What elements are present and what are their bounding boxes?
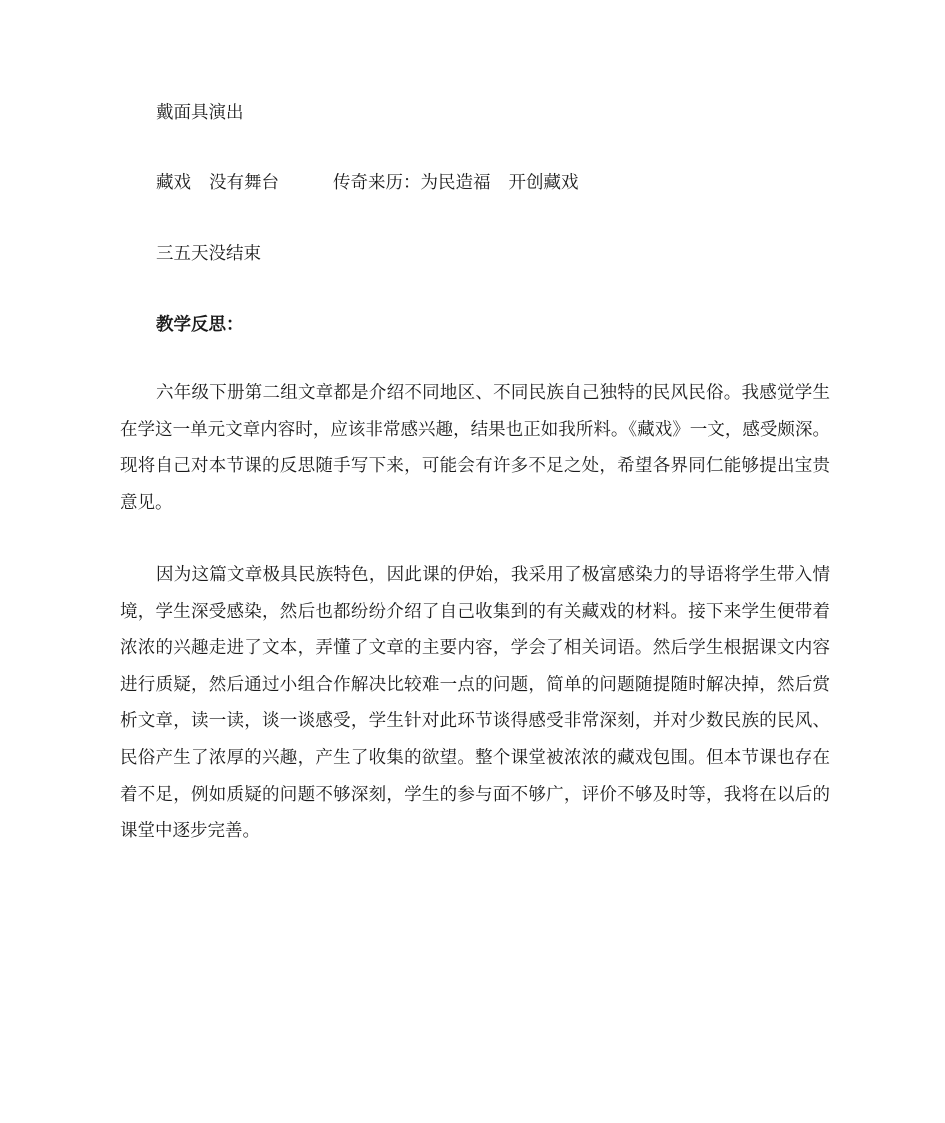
note-text: 开创藏戏 (508, 173, 579, 193)
note-text: 藏戏 (156, 173, 191, 193)
reflection-paragraph-1: 六年级下册第二组文章都是介绍不同地区、不同民族自己独特的民风民俗。我感觉学生在学这一单元文章内容时，应该非常感兴趣，结果也正如我所料。《藏戏》一文，感受颇深。现将自己对本节课的反思随手写下来，可能会有许多不足之处，希望各界同仁能够提出宝贵意见。 (120, 383, 830, 513)
note-text: 三五天没结束 (156, 244, 261, 264)
note-text: 没有舞台 (209, 173, 279, 193)
reflection-heading: 教学反思： (156, 315, 244, 335)
note-line-duration (156, 242, 261, 266)
reflection-paragraph-2: 因为这篇文章极具民族特色，因此课的伊始，我采用了极富感染力的导语将学生带入情境，学生深受感染，然后也都纷纷介绍了自己收集到的有关藏戏的材料。接下来学生便带着浓浓的兴趣走进了文本，弄懂了文章的主要内容，学会了相关词语。然后学生根据课文内容进行质疑，然后通过小组合作解决比较难一点的问题，简单的问题随提随时解决掉，然后赏析文章，读一读，谈一谈感受，学生针对此环节谈得感受非常深刻，并对少数民族的民风、民俗产生了浓厚的兴趣，产生了收集的欲望。整个课堂被浓浓的藏戏包围。但本节课也存在着不足，例如质疑的问题不够深刻，学生的参与面不够广，评价不够及时等，我将在以后的课堂中逐步完善。 (120, 565, 830, 842)
note-line-mask-performance (156, 101, 244, 125)
note-text: 戴面具演出 (156, 103, 244, 123)
note-text: 传奇来历：为民造福 (333, 173, 491, 193)
note-line-tibetan-opera (156, 171, 579, 195)
